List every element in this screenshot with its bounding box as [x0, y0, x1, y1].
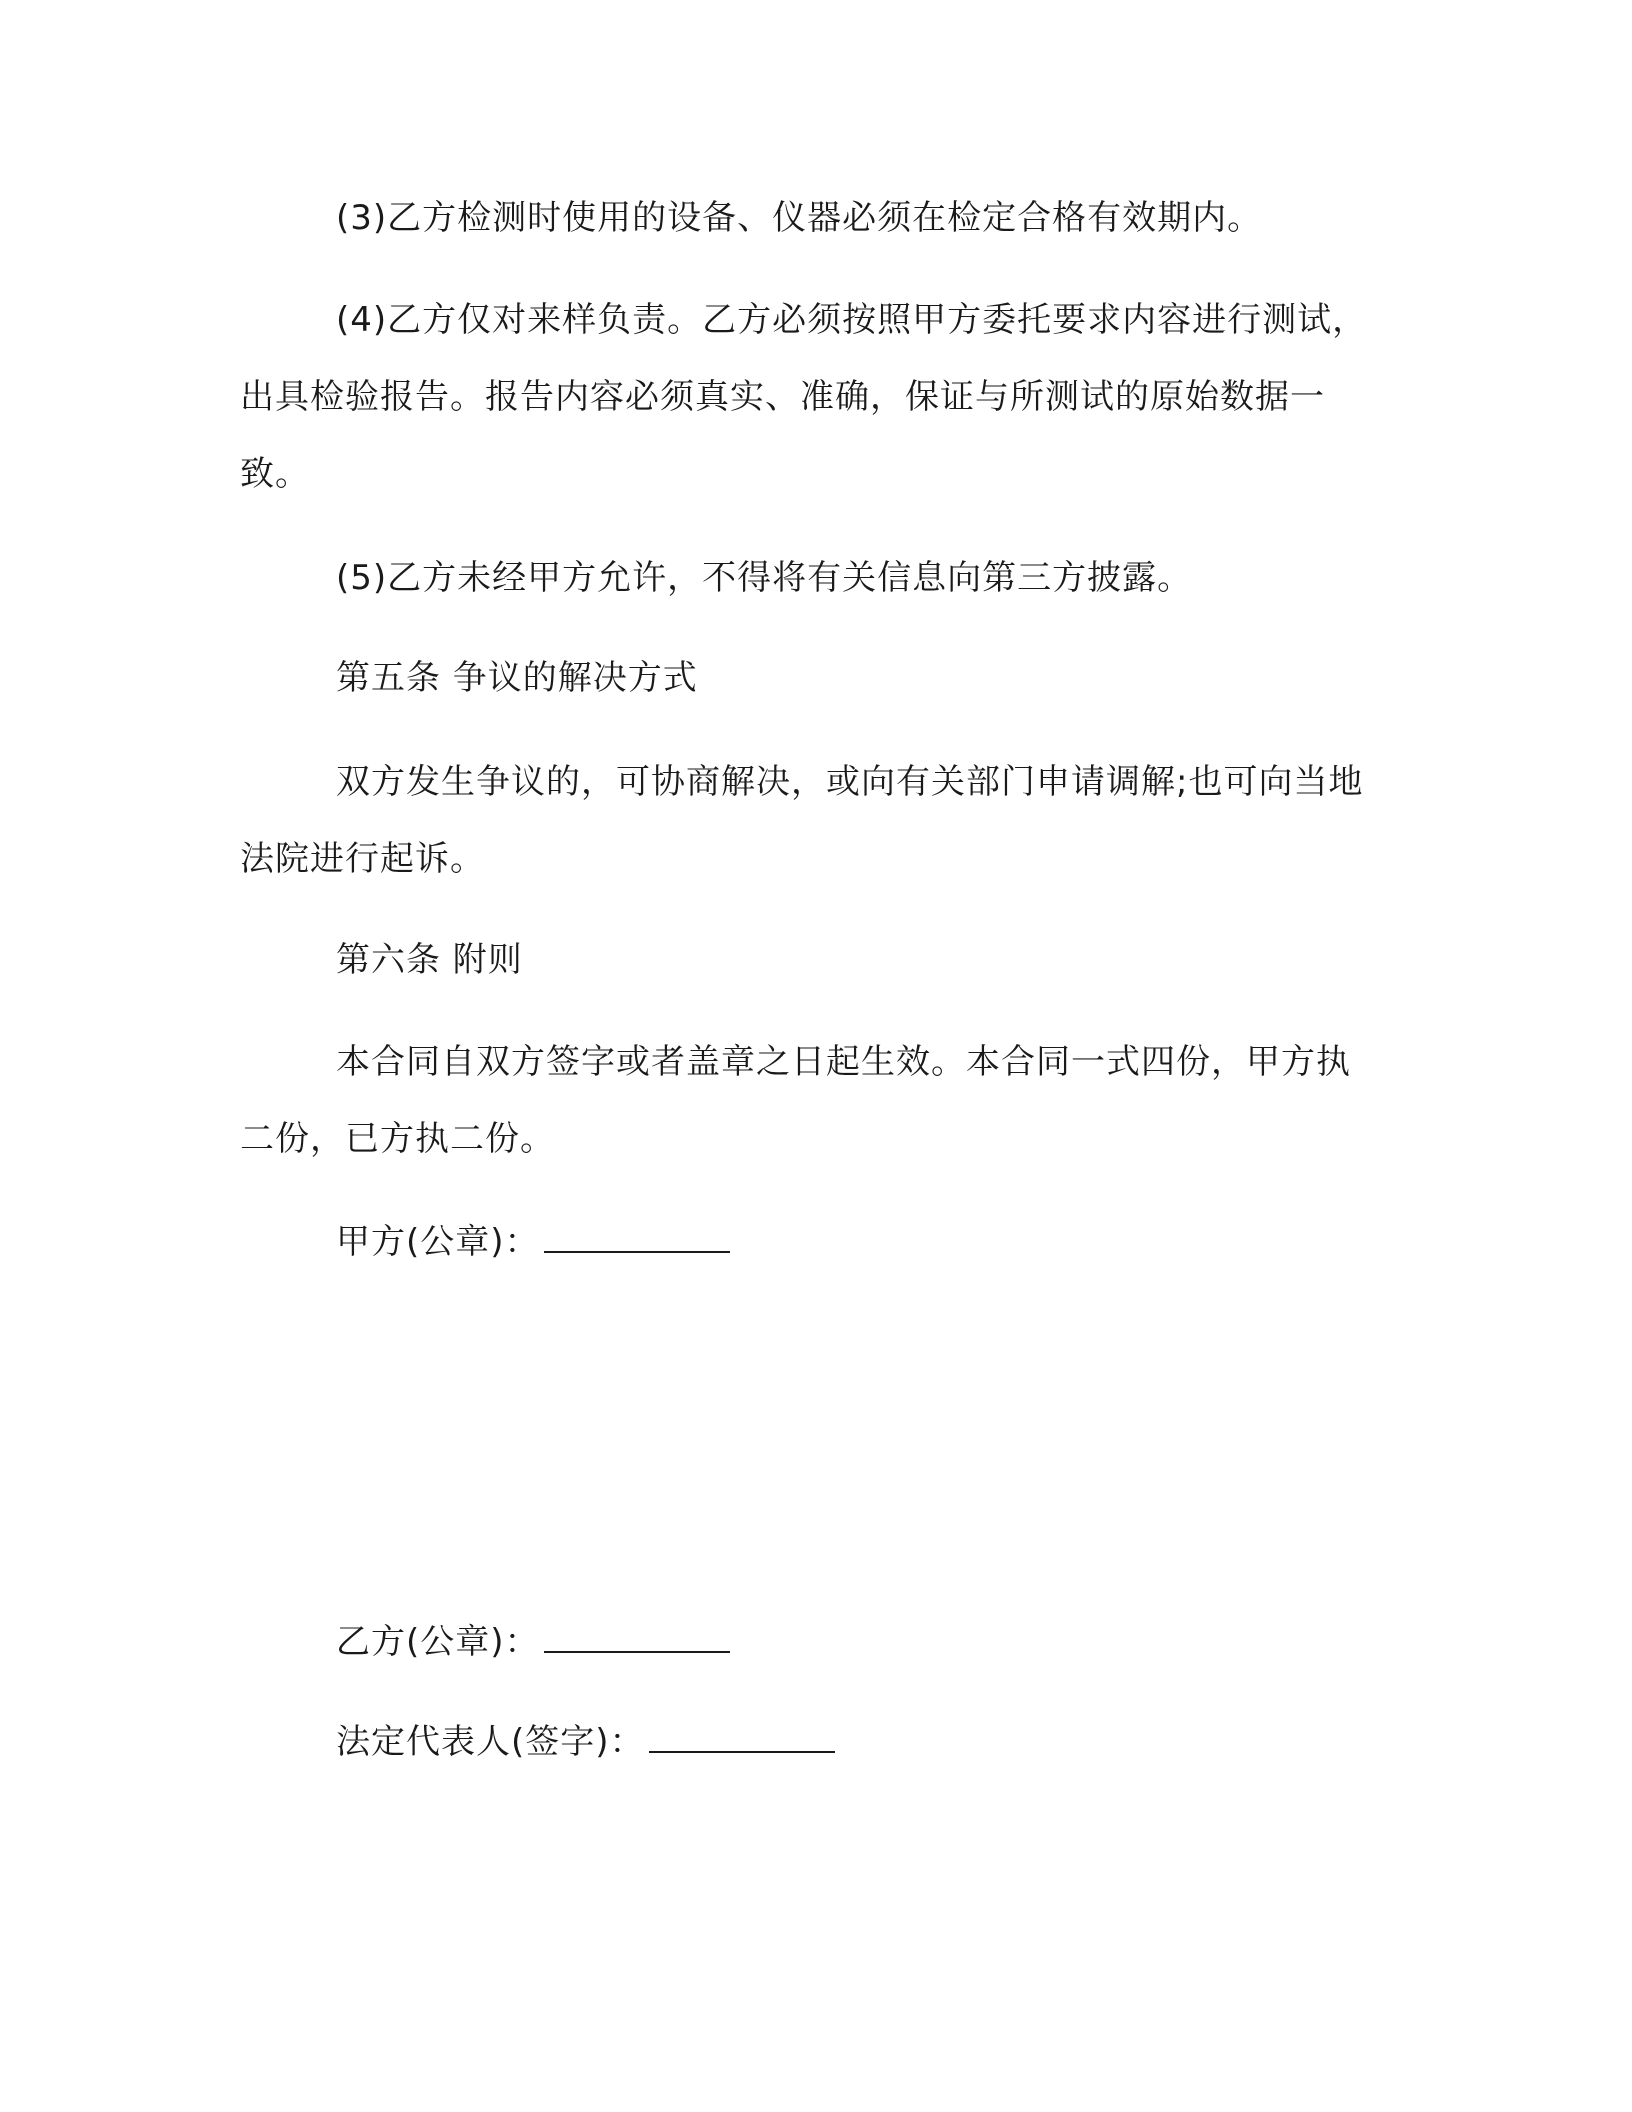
- article-5-title: 第五条 争议的解决方式: [336, 658, 698, 698]
- party-a-signature-line: [336, 1204, 730, 1281]
- party-a-label: 甲方(公章)：: [336, 1222, 540, 1262]
- clause-4: (4)乙方仅对来样负责。乙方必须按照甲方委托要求内容进行测试，出具检验报告。报告内容必须真实、准确，保证与所测试的原始数据一致。: [240, 300, 1368, 494]
- article-6-body: 本合同自双方签字或者盖章之日起生效。本合同一式四份，甲方执二份，已方执二份。: [240, 1042, 1351, 1159]
- party-a-blank: [544, 1219, 730, 1253]
- legal-rep-label: 法定代表人(签字)：: [336, 1722, 645, 1762]
- clause-5: (5)乙方未经甲方允许，不得将有关信息向第三方披露。: [336, 558, 1193, 598]
- party-b-label: 乙方(公章)：: [336, 1622, 540, 1662]
- party-b-blank: [544, 1619, 730, 1653]
- party-b-signature-line: [336, 1604, 730, 1681]
- legal-rep-signature-line: [336, 1704, 835, 1781]
- article-6-title: 第六条 附则: [336, 940, 523, 980]
- clause-3: (3)乙方检测时使用的设备、仪器必须在检定合格有效期内。: [336, 198, 1263, 238]
- legal-rep-blank: [649, 1719, 835, 1753]
- article-5-body: 双方发生争议的，可协商解决，或向有关部门申请调解;也可向当地法院进行起诉。: [240, 762, 1364, 879]
